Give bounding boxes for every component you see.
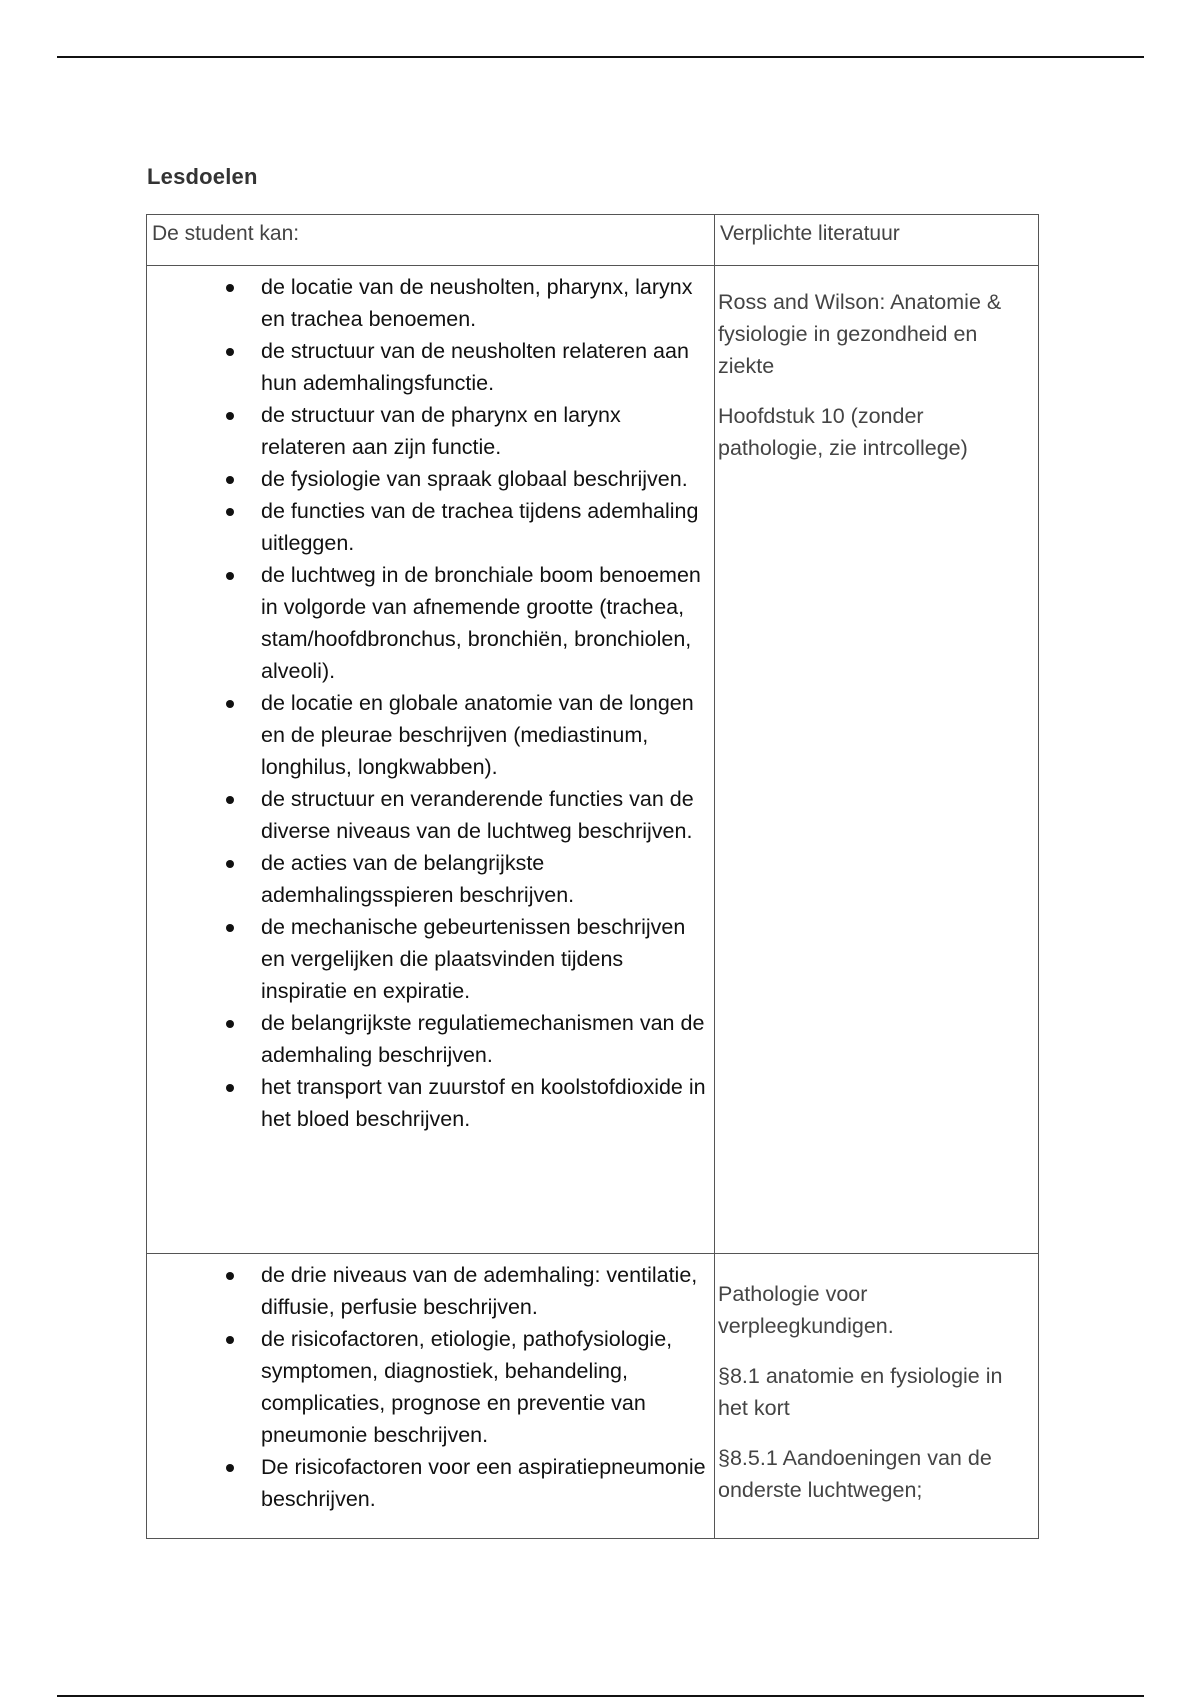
table-header-row — [147, 215, 1039, 266]
bottom-rule — [57, 1695, 1144, 1697]
bullet-icon — [226, 796, 234, 804]
table-row — [147, 266, 1039, 1254]
bullet-icon — [226, 1336, 234, 1344]
list-item: de belangrijkste regulatiemechanismen van de ademhaling beschrijven. — [147, 1007, 714, 1071]
literature-entry: §8.1 anatomie en fysiologie in het kort — [718, 1364, 1003, 1420]
bullet-icon — [226, 348, 234, 356]
goals-list — [147, 1259, 714, 1515]
list-item: de risicofactoren, etiologie, pathofysiologie, symptomen, diagnostiek, behandeling, complicaties, prognose en preventie van pneumonie beschrijven. — [147, 1323, 714, 1451]
list-item: De risicofactoren voor een aspiratiepneumonie beschrijven. — [147, 1451, 714, 1515]
list-item: de fysiologie van spraak globaal beschrijven. — [147, 463, 714, 495]
top-rule — [57, 56, 1144, 58]
list-item: de luchtweg in de bronchiale boom benoemen in volgorde van afnemende grootte (trachea, stam/hoofdbronchus, bronchiën, bronchiolen, alveoli). — [147, 559, 714, 687]
bullet-icon — [226, 700, 234, 708]
literature-entry: Hoofdstuk 10 (zonder pathologie, zie intrcollege) — [718, 404, 968, 460]
bullet-icon — [226, 284, 234, 292]
list-item: de drie niveaus van de ademhaling: ventilatie, diffusie, perfusie beschrijven. — [147, 1259, 714, 1323]
literature-entry: Ross and Wilson: Anatomie & fysiologie in gezondheid en ziekte — [718, 290, 1002, 378]
bullet-icon — [226, 412, 234, 420]
bullet-icon — [226, 1020, 234, 1028]
literature-cell — [715, 1254, 1039, 1539]
list-item: de functies van de trachea tijdens ademhaling uitleggen. — [147, 495, 714, 559]
list-item: de structuur van de pharynx en larynx relateren aan zijn functie. — [147, 399, 714, 463]
header-student-goals: De student kan: — [147, 215, 715, 266]
literature-cell — [715, 266, 1039, 1254]
bullet-icon — [226, 1084, 234, 1092]
list-item: de locatie en globale anatomie van de longen en de pleurae beschrijven (mediastinum, longhilus, longkwabben). — [147, 687, 714, 783]
list-item: de locatie van de neusholten, pharynx, larynx en trachea benoemen. — [147, 271, 714, 335]
list-item: het transport van zuurstof en koolstofdioxide in het bloed beschrijven. — [147, 1071, 714, 1135]
bullet-icon — [226, 508, 234, 516]
goals-cell — [147, 1254, 715, 1539]
bullet-icon — [226, 572, 234, 580]
goals-list — [147, 271, 714, 1135]
list-item: de acties van de belangrijkste ademhalingsspieren beschrijven. — [147, 847, 714, 911]
literature-entry: Pathologie voor verpleegkundigen. — [718, 1282, 894, 1338]
literature-entry: §8.5.1 Aandoeningen van de onderste luchtwegen; — [718, 1446, 992, 1502]
list-item: de structuur en veranderende functies van de diverse niveaus van de luchtweg beschrijven. — [147, 783, 714, 847]
bullet-icon — [226, 860, 234, 868]
header-required-literature: Verplichte literatuur — [715, 215, 1039, 266]
list-item: de mechanische gebeurtenissen beschrijven en vergelijken die plaatsvinden tijdens inspiratie en expiratie. — [147, 911, 714, 1007]
bullet-icon — [226, 924, 234, 932]
table-row — [147, 1254, 1039, 1539]
bullet-icon — [226, 1464, 234, 1472]
list-item: de structuur van de neusholten relateren aan hun ademhalingsfunctie. — [147, 335, 714, 399]
bullet-icon — [226, 1272, 234, 1280]
goals-cell — [147, 266, 715, 1254]
bullet-icon — [226, 476, 234, 484]
learning-goals-table — [146, 214, 1039, 1539]
page-heading: Lesdoelen — [147, 164, 258, 189]
